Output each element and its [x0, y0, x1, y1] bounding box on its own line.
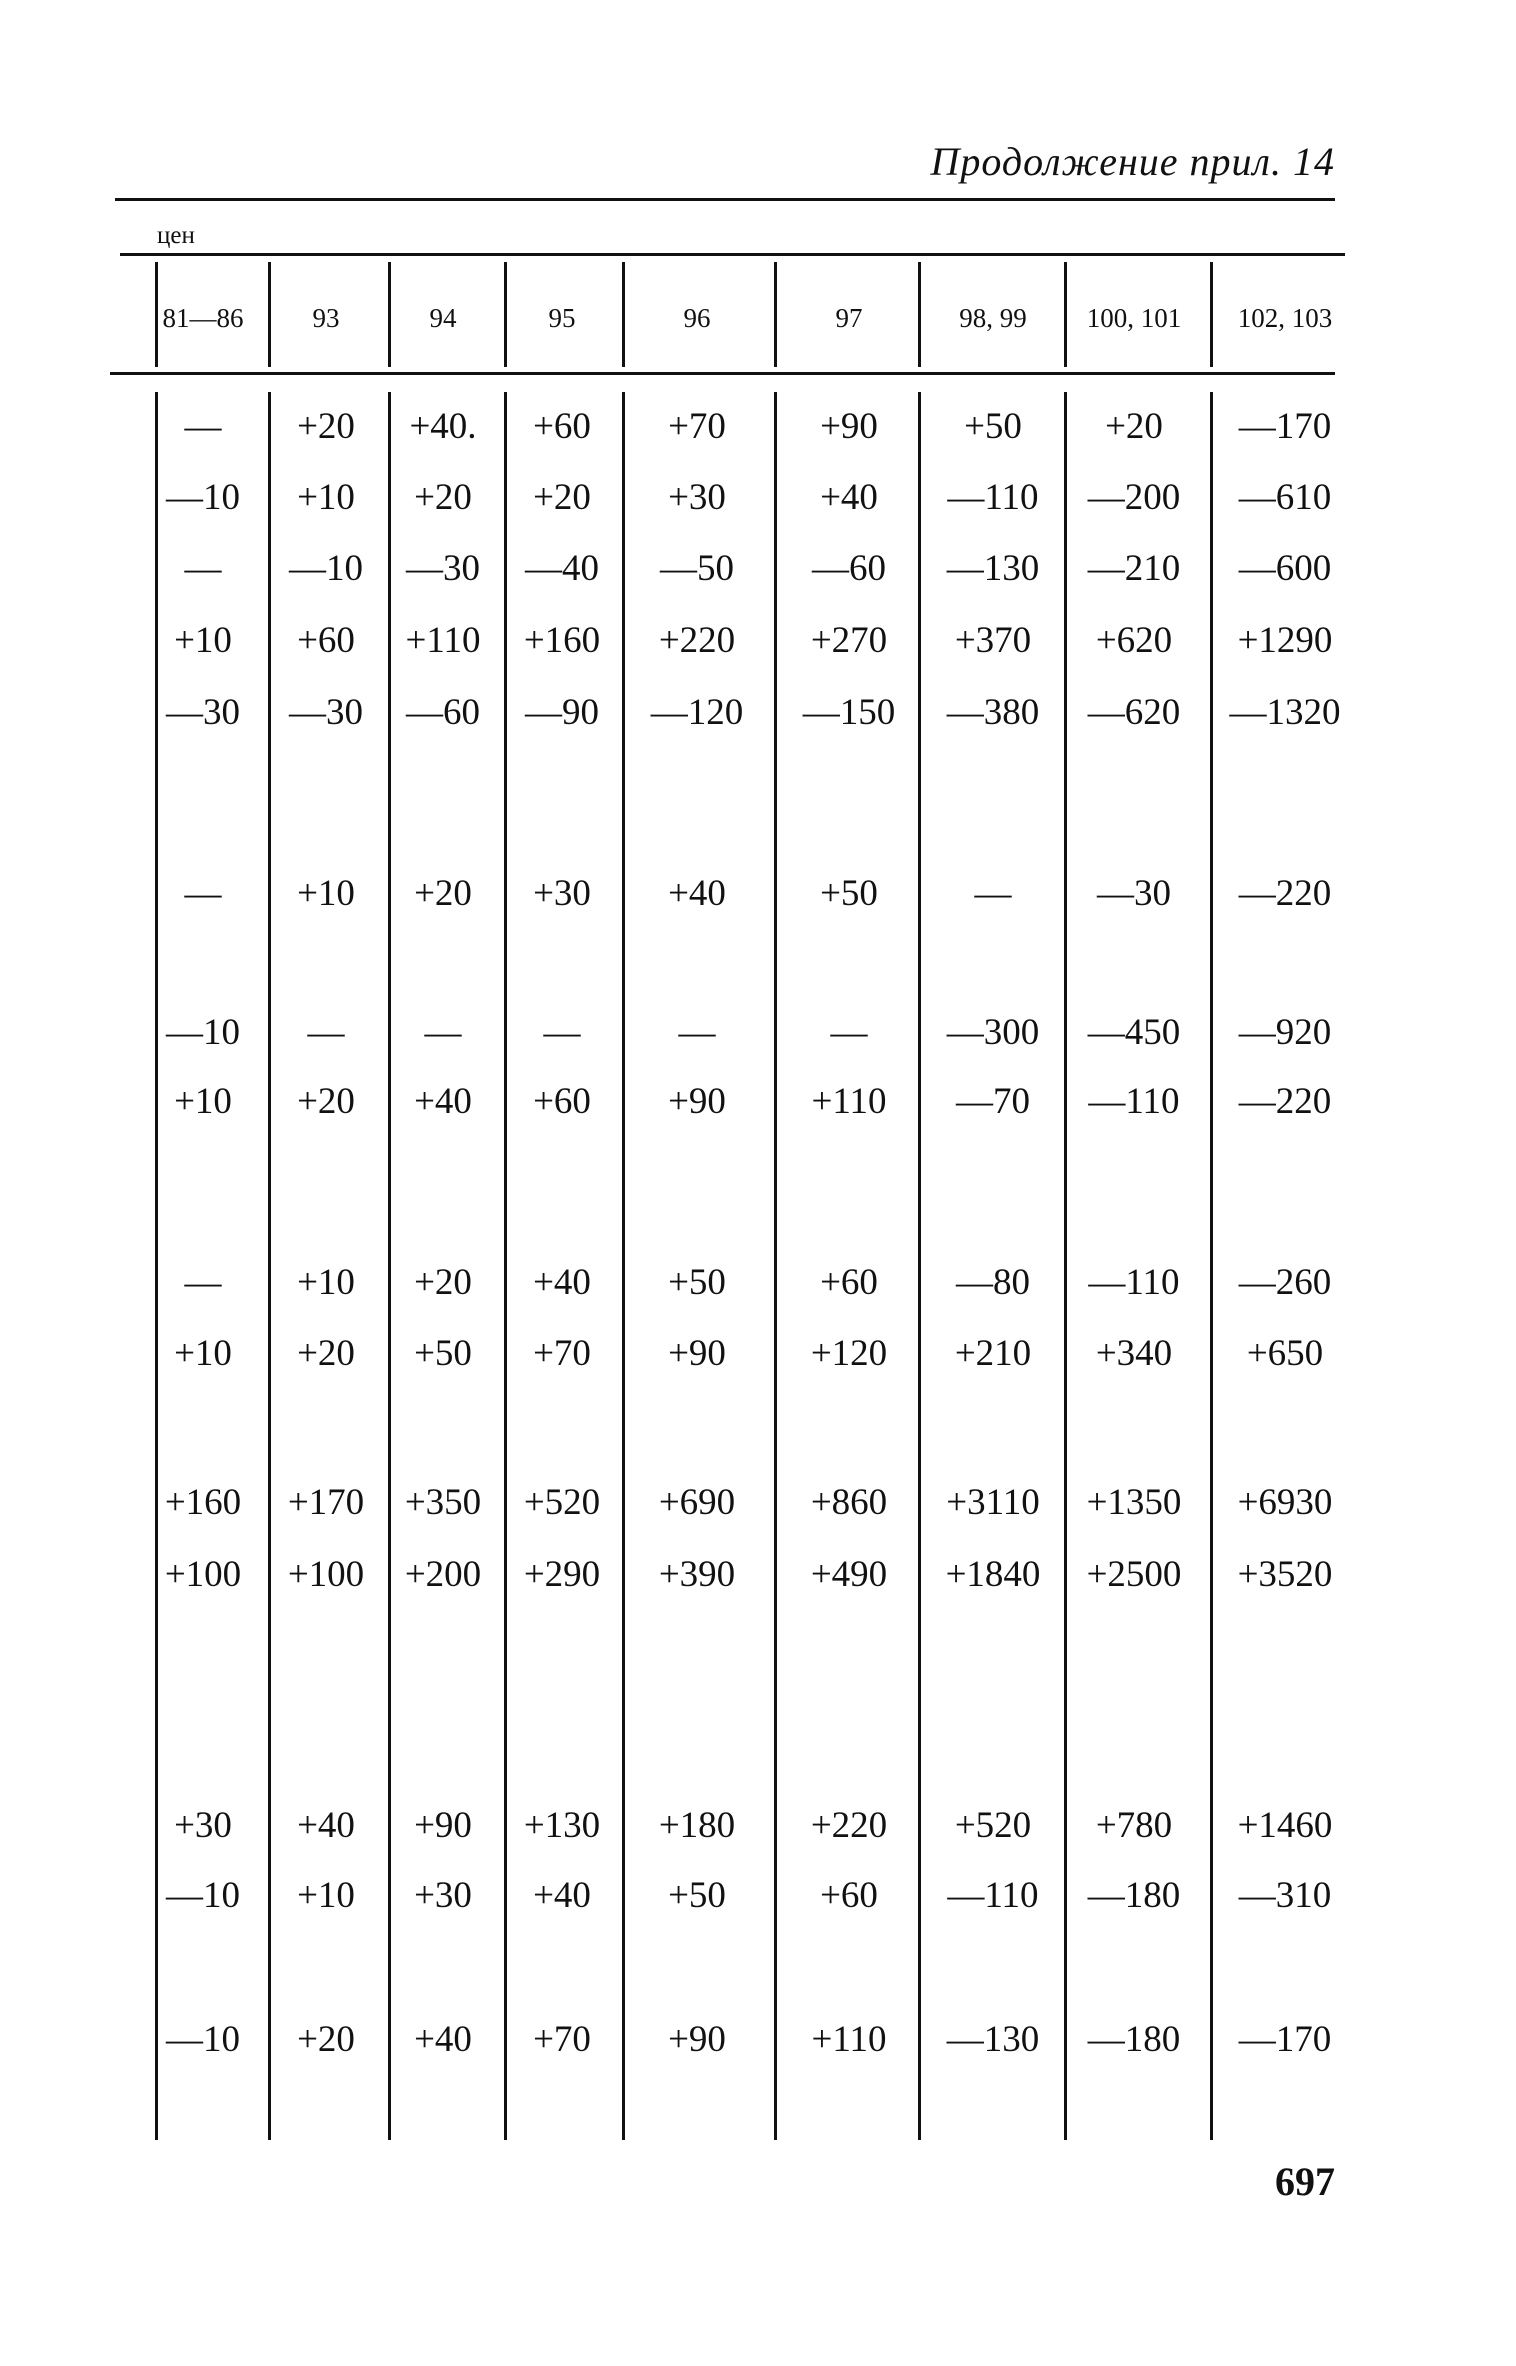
- table-cell: +620: [1095, 620, 1173, 661]
- table-cell: +40: [820, 477, 878, 518]
- table-cell: +120: [810, 1333, 888, 1374]
- table-cell: —260: [1238, 1262, 1332, 1303]
- column-divider: [1210, 392, 1213, 2140]
- table-cell: —: [307, 1012, 345, 1053]
- table-cell: +60: [820, 1875, 878, 1916]
- table-cell: +10: [297, 477, 355, 518]
- table-cell: —1320: [1229, 692, 1341, 733]
- table-cell: +650: [1246, 1333, 1324, 1374]
- table-cell: +860: [810, 1482, 888, 1523]
- table-cell: —30: [1097, 873, 1171, 914]
- table-cell: —110: [1088, 1081, 1180, 1122]
- table-cell: +780: [1095, 1805, 1173, 1846]
- table-cell: —: [543, 1012, 581, 1053]
- table-cell: —130: [946, 2019, 1040, 2060]
- table-cell: +160: [523, 620, 601, 661]
- table-cell: +60: [820, 1262, 878, 1303]
- table-cell: —200: [1087, 477, 1181, 518]
- table-cell: +50: [414, 1333, 472, 1374]
- table-cell: —220: [1238, 1081, 1332, 1122]
- table-cell: +110: [405, 620, 481, 661]
- table-cell: —10: [166, 1012, 240, 1053]
- table-cell: —70: [956, 1081, 1030, 1122]
- table-cell: +40: [533, 1262, 591, 1303]
- table-cell: +220: [658, 620, 736, 661]
- table-cell: +20: [1105, 406, 1163, 447]
- table-cell: +20: [297, 1333, 355, 1374]
- table-cell: —220: [1238, 873, 1332, 914]
- table-cell: +2500: [1086, 1554, 1182, 1595]
- table-cell: +50: [668, 1875, 726, 1916]
- column-header: 98, 99: [959, 303, 1027, 333]
- table-cell: +170: [287, 1482, 365, 1523]
- table-cell: +520: [523, 1482, 601, 1523]
- table-cell: —620: [1087, 692, 1181, 733]
- table-cell: —: [184, 548, 222, 589]
- column-divider: [774, 392, 777, 2140]
- table-cell: +20: [297, 2019, 355, 2060]
- column-header: 95: [548, 303, 576, 333]
- table-cell: +220: [810, 1805, 888, 1846]
- table-cell: —30: [406, 548, 480, 589]
- table-cell: —380: [946, 692, 1040, 733]
- table-cell: +10: [297, 873, 355, 914]
- group-label: цен: [157, 222, 195, 249]
- table-cell: —210: [1087, 548, 1181, 589]
- table-cell: —120: [650, 692, 744, 733]
- table-cell: +350: [404, 1482, 482, 1523]
- table-cell: —30: [166, 692, 240, 733]
- table-cell: —: [184, 873, 222, 914]
- table-cell: —40: [525, 548, 599, 589]
- table-cell: +490: [810, 1554, 888, 1595]
- table-cell: +110: [811, 2019, 887, 2060]
- table-cell: +50: [820, 873, 878, 914]
- table-cell: +290: [523, 1554, 601, 1595]
- table-cell: +90: [668, 1333, 726, 1374]
- table-cell: +200: [404, 1554, 482, 1595]
- table-cell: +60: [533, 1081, 591, 1122]
- column-header: 94: [429, 303, 457, 333]
- table-cell: —10: [166, 2019, 240, 2060]
- header-column-divider: [1210, 262, 1213, 367]
- table-cell: —10: [166, 477, 240, 518]
- table-cell: +40: [533, 1875, 591, 1916]
- column-header: 93: [312, 303, 340, 333]
- table-cell: +40.: [409, 406, 477, 447]
- table-cell: —: [678, 1012, 716, 1053]
- table-cell: +70: [668, 406, 726, 447]
- table-cell: +690: [658, 1482, 736, 1523]
- table-cell: +30: [668, 477, 726, 518]
- table-cell: —30: [289, 692, 363, 733]
- table-cell: +10: [174, 620, 232, 661]
- table-cell: —310: [1238, 1875, 1332, 1916]
- table-cell: —170: [1238, 2019, 1332, 2060]
- table-cell: +20: [414, 1262, 472, 1303]
- table-cell: +60: [297, 620, 355, 661]
- table-cell: —170: [1238, 406, 1332, 447]
- column-header: 97: [835, 303, 863, 333]
- table-cell: +20: [297, 1081, 355, 1122]
- table-cell: —: [424, 1012, 462, 1053]
- table-cell: +30: [174, 1805, 232, 1846]
- table-cell: —110: [1088, 1262, 1180, 1303]
- header-column-divider: [774, 262, 777, 367]
- table-cell: —130: [946, 548, 1040, 589]
- table-cell: +70: [533, 2019, 591, 2060]
- table-cell: +40: [414, 1081, 472, 1122]
- table-cell: +10: [174, 1333, 232, 1374]
- header-column-divider: [622, 262, 625, 367]
- column-divider: [622, 392, 625, 2140]
- table-cell: +10: [297, 1875, 355, 1916]
- table-cell: +270: [810, 620, 888, 661]
- table-cell: +1460: [1237, 1805, 1333, 1846]
- table-cell: +160: [164, 1482, 242, 1523]
- column-header: 100, 101: [1086, 303, 1182, 333]
- table-cell: —110: [947, 1875, 1039, 1916]
- column-header: 96: [683, 303, 711, 333]
- header-top-rule: [120, 253, 1345, 256]
- table-cell: +210: [954, 1333, 1032, 1374]
- table-cell: +3520: [1237, 1554, 1333, 1595]
- table-cell: —610: [1238, 477, 1332, 518]
- table-cell: —80: [956, 1262, 1030, 1303]
- table-cell: +110: [811, 1081, 887, 1122]
- table-cell: —: [184, 1262, 222, 1303]
- table-cell: —920: [1238, 1012, 1332, 1053]
- table-cell: +40: [297, 1805, 355, 1846]
- table-cell: —150: [802, 692, 896, 733]
- table-cell: +20: [533, 477, 591, 518]
- table-cell: +50: [668, 1262, 726, 1303]
- table-cell: —180: [1087, 2019, 1181, 2060]
- table-cell: +520: [954, 1805, 1032, 1846]
- table-cell: +10: [174, 1081, 232, 1122]
- table-cell: +30: [533, 873, 591, 914]
- table-cell: +100: [287, 1554, 365, 1595]
- table-cell: +60: [533, 406, 591, 447]
- header-bottom-rule: [110, 372, 1335, 375]
- continuation-header: Продолжение прил. 14: [930, 139, 1335, 184]
- table-cell: +340: [1095, 1333, 1173, 1374]
- table-cell: +6930: [1237, 1482, 1333, 1523]
- table-cell: —600: [1238, 548, 1332, 589]
- table-cell: —90: [525, 692, 599, 733]
- table-cell: +10: [297, 1262, 355, 1303]
- table-cell: +1350: [1086, 1482, 1182, 1523]
- table-cell: —450: [1087, 1012, 1181, 1053]
- table-cell: +20: [414, 873, 472, 914]
- table-cell: —60: [812, 548, 886, 589]
- table-cell: —300: [946, 1012, 1040, 1053]
- table-cell: —60: [406, 692, 480, 733]
- table-cell: +370: [954, 620, 1032, 661]
- table-cell: +1840: [945, 1554, 1041, 1595]
- table-cell: +20: [414, 477, 472, 518]
- table-cell: +390: [658, 1554, 736, 1595]
- table-cell: +90: [414, 1805, 472, 1846]
- table-cell: +40: [668, 873, 726, 914]
- table-cell: +3110: [946, 1482, 1040, 1523]
- table-cell: +20: [297, 406, 355, 447]
- table-cell: —10: [289, 548, 363, 589]
- table-cell: +90: [668, 2019, 726, 2060]
- table-cell: +70: [533, 1333, 591, 1374]
- table-cell: +90: [820, 406, 878, 447]
- column-header: 102, 103: [1237, 303, 1333, 333]
- page-number: 697: [1275, 2159, 1335, 2204]
- table-cell: —50: [660, 548, 734, 589]
- table-cell: +1290: [1237, 620, 1333, 661]
- table-cell: —180: [1087, 1875, 1181, 1916]
- top-rule: [115, 198, 1335, 201]
- table-cell: +100: [164, 1554, 242, 1595]
- table-cell: —: [974, 873, 1012, 914]
- table-cell: +40: [414, 2019, 472, 2060]
- table-cell: +90: [668, 1081, 726, 1122]
- table-cell: +50: [964, 406, 1022, 447]
- table-cell: +180: [658, 1805, 736, 1846]
- table-cell: +130: [523, 1805, 601, 1846]
- table-cell: —: [184, 406, 222, 447]
- table-cell: —110: [947, 477, 1039, 518]
- table-cell: —10: [166, 1875, 240, 1916]
- column-header: 81—86: [162, 303, 244, 333]
- table-cell: +30: [414, 1875, 472, 1916]
- table-cell: —: [830, 1012, 868, 1053]
